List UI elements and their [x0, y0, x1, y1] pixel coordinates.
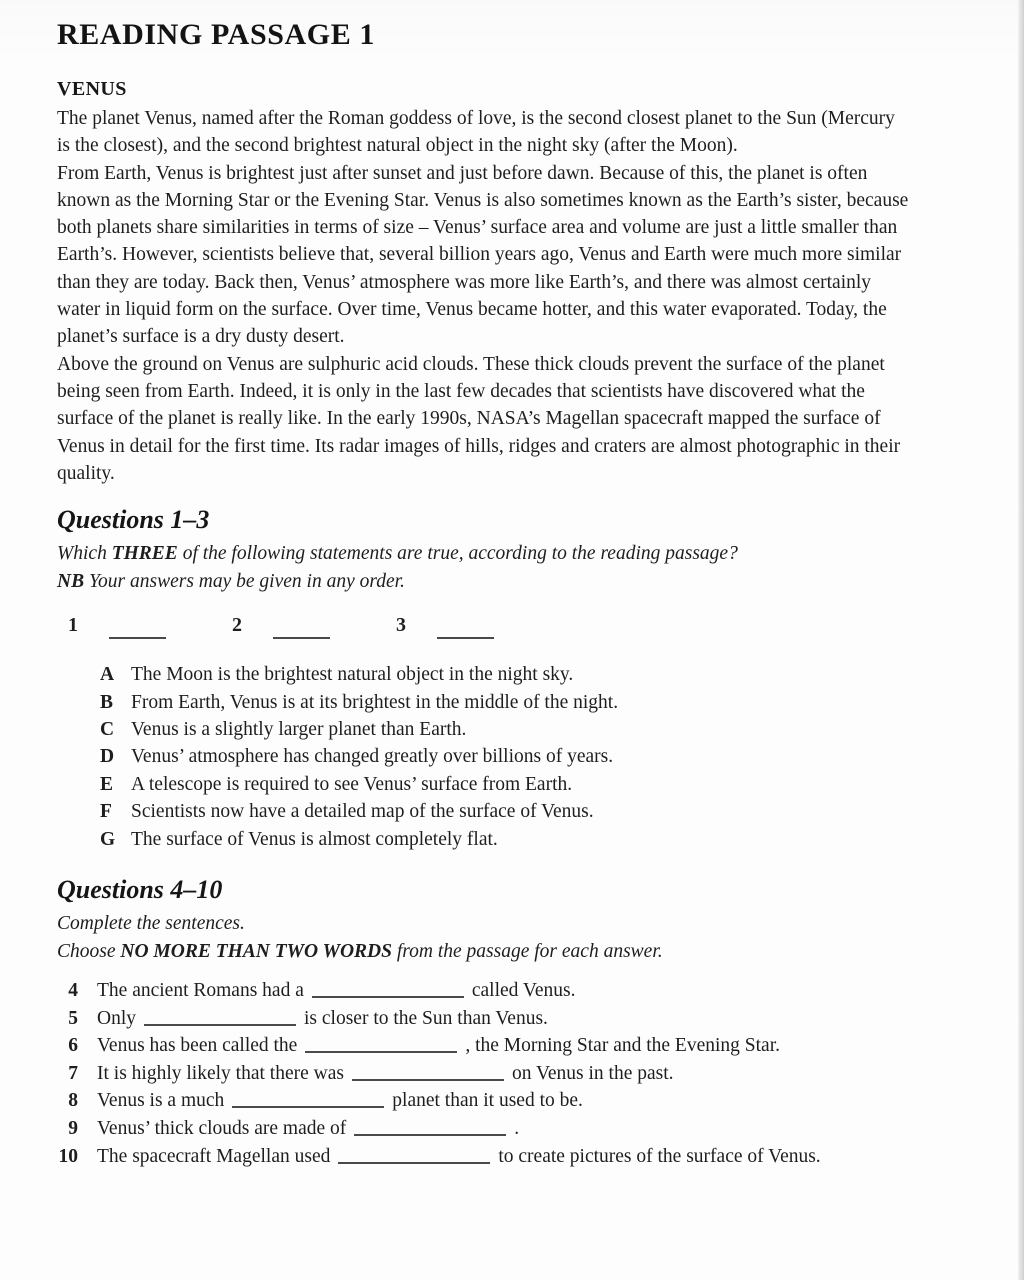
option-text: Venus is a slightly larger planet than Earth. — [131, 718, 467, 740]
answer-blank-line — [354, 1134, 506, 1136]
item-number: 4 — [68, 980, 78, 1001]
item-text-after: , the Morning Star and the Evening Star. — [465, 1035, 781, 1057]
answer-blank-line — [352, 1079, 504, 1081]
item-number: 8 — [68, 1090, 78, 1112]
sentence-item-5 — [57, 1005, 927, 1033]
answer-blank-line — [232, 1106, 384, 1108]
sentence-item-7 — [57, 1060, 927, 1088]
option-text: The Moon is the brightest natural object in the night sky. — [131, 664, 574, 686]
option-letter: C — [100, 718, 115, 740]
sentence-item-9 — [57, 1115, 927, 1143]
item-text-after: is closer to the Sun than Venus. — [304, 1007, 548, 1029]
item-number: 9 — [68, 1117, 78, 1139]
item-text-before: Venus is a much — [97, 1090, 225, 1112]
item-text — [97, 1005, 548, 1033]
nb-label: NB — [57, 570, 85, 592]
page-title: READING PASSAGE 1 — [57, 18, 376, 51]
answer-blank-line — [312, 996, 464, 998]
item-text-after: planet than it used to be. — [392, 1090, 583, 1112]
sentence-item-6 — [57, 1032, 927, 1060]
answer-slot-number: 2 — [232, 614, 242, 637]
sentence-item-4 — [57, 977, 927, 1005]
item-number: 6 — [68, 1035, 78, 1057]
statement-options-list — [57, 661, 960, 853]
option-text: The surface of Venus is almost completely flat. — [131, 828, 498, 850]
instruction-text: Choose — [57, 940, 121, 962]
option-row-c — [100, 716, 960, 743]
item-number: 7 — [68, 1062, 78, 1084]
answer-blank-line — [305, 1051, 457, 1053]
instruction-bold-text: NO MORE THAN TWO WORDS — [120, 940, 392, 962]
questions-1-3-nb-note — [57, 568, 909, 596]
answer-blank-line — [437, 637, 494, 639]
item-text — [97, 1032, 780, 1060]
option-row-e — [100, 771, 960, 798]
item-text-before: It is highly likely that there was — [97, 1062, 344, 1084]
option-row-f — [100, 798, 960, 825]
option-letter: F — [100, 801, 112, 823]
instruction-bold-text: THREE — [111, 543, 178, 565]
answer-slot-2 — [232, 613, 330, 637]
item-text-after: called Venus. — [471, 980, 576, 1001]
questions-1-3-heading: Questions 1–3 — [57, 505, 210, 535]
option-row-b — [100, 689, 960, 716]
answer-blank-line — [273, 637, 330, 639]
item-text — [97, 1087, 583, 1115]
questions-4-10-section — [57, 875, 960, 1170]
instruction-text: Which — [57, 543, 112, 565]
item-text — [97, 977, 575, 1005]
item-number: 10 — [58, 1145, 78, 1167]
answer-blank-line — [144, 1024, 296, 1026]
nb-text: Your answers may be given in any order. — [84, 570, 405, 592]
option-text: From Earth, Venus is at its brightest in the middle of the night. — [131, 691, 619, 713]
item-text-before: Venus’ thick clouds are made of — [97, 1117, 347, 1139]
questions-1-3-instruction — [57, 540, 909, 568]
passage-paragraph: From Earth, Venus is brightest just after sunset and just before dawn. Because of this, the planet is often known as the Morning Star or the Evening Star. Venus is also sometimes known as the Earth’s sister, because both planets share similarities in terms of size – Venus’ surface area and volume are just a little smaller than Earth’s. However, scientists believe that, several billion years ago, Venus and Earth were much more similar than they are today. Back then, Venus’ atmosphere was more like Earth’s, and there was almost certainly water in liquid form on the surface. Over time, Venus became hotter, and this water evaporated. Today, the planet’s surface is a dry dusty desert. — [57, 162, 909, 348]
passage-body — [57, 105, 960, 487]
option-row-d — [100, 743, 960, 770]
item-text-before: The ancient Romans had a — [97, 980, 304, 1001]
item-text-before: Venus has been called the — [97, 1035, 298, 1057]
reading-passage — [57, 78, 960, 487]
item-text — [97, 1143, 821, 1171]
sentence-item-8 — [57, 1087, 927, 1115]
item-text-after: . — [514, 1117, 520, 1139]
answer-slot-1 — [68, 613, 166, 637]
item-text — [97, 1115, 519, 1143]
option-text: Scientists now have a detailed map of the surface of Venus. — [131, 801, 594, 823]
option-text: A telescope is required to see Venus’ surface from Earth. — [131, 773, 573, 795]
answer-blank-line — [109, 637, 166, 639]
questions-4-10-instruction-1: Complete the sentences. — [57, 913, 245, 934]
item-text-before: The spacecraft Magellan used — [97, 1145, 331, 1167]
item-number: 5 — [68, 1007, 78, 1029]
sentence-item-10 — [57, 1143, 927, 1171]
passage-heading: VENUS — [57, 78, 127, 100]
questions-4-10-heading: Questions 4–10 — [57, 875, 223, 904]
questions-1-3-section — [57, 505, 960, 853]
option-letter: G — [100, 828, 116, 850]
option-letter: A — [100, 664, 115, 686]
passage-paragraph: Above the ground on Venus are sulphuric acid clouds. These thick clouds prevent the surface of the planet being seen from Earth. Indeed, it is only in the last few decades that scientists have discovered what the surface of the planet is really like. In the early 1990s, NASA’s Magellan spacecraft mapped the surface of Venus in detail for the first time. Its radar images of hills, ridges and craters are almost photographic in their quality. — [57, 353, 901, 484]
answer-blank-line — [338, 1162, 490, 1164]
option-letter: B — [100, 691, 114, 713]
item-text-after: to create pictures of the surface of Venus. — [498, 1145, 821, 1167]
instruction-text: of the following statements are true, according to the reading passage? — [177, 543, 738, 565]
option-row-g — [100, 826, 960, 853]
page-scan-edge — [1018, 0, 1024, 1280]
answer-slot-number: 1 — [68, 614, 78, 637]
item-text-after: on Venus in the past. — [511, 1062, 674, 1084]
questions-4-10-instruction-2 — [57, 938, 909, 966]
item-text-before: Only — [97, 1007, 136, 1029]
option-row-a — [100, 661, 960, 688]
option-letter: E — [100, 773, 114, 795]
answer-slot-number: 3 — [396, 614, 406, 637]
item-text — [97, 1060, 674, 1088]
sentence-completion-list — [57, 977, 927, 1170]
answer-slot-3 — [396, 613, 494, 637]
option-text: Venus’ atmosphere has changed greatly over billions of years. — [131, 746, 614, 768]
instruction-text: from the passage for each answer. — [391, 940, 663, 962]
option-letter: D — [100, 746, 115, 768]
passage-paragraph: The planet Venus, named after the Roman goddess of love, is the second closest planet to the Sun (Mercury is the closest), and the second brightest natural object in the night sky (after the Moon). — [57, 108, 895, 157]
answer-slots-row — [68, 609, 960, 637]
